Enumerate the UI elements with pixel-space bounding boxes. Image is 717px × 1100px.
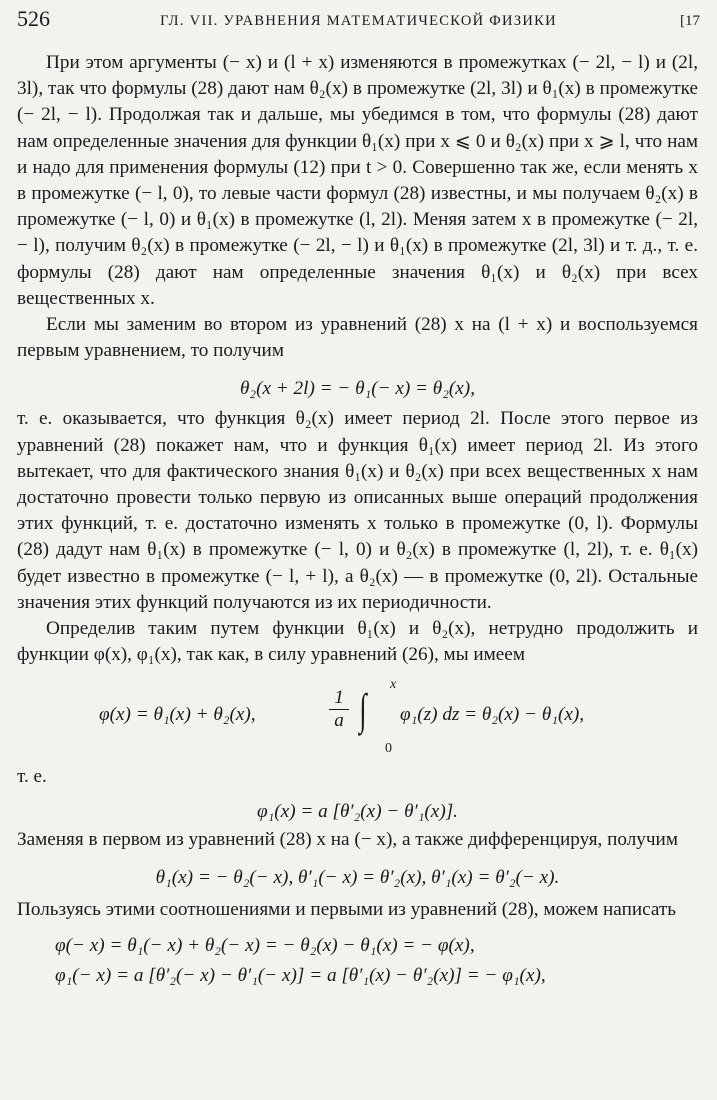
- integral-lower-limit: 0: [385, 741, 392, 757]
- page-body: [17, 50, 698, 991]
- equation-integral-rhs: φ₁(z) dz = θ₂(x) − θ₁(x),: [400, 704, 585, 726]
- fraction-one-over-a: [329, 688, 349, 731]
- running-title: ГЛ. VII. УРАВНЕНИЯ МАТЕМАТИЧЕСКОЙ ФИЗИКИ: [160, 13, 557, 29]
- equation-phi-odd: φ(− x) = θ₁(− x) + θ₂(− x) = − θ₂(x) − θ₁(x) = − φ(x),: [55, 935, 475, 957]
- page-number: 526: [17, 6, 50, 31]
- integral-sign-icon: ∫: [359, 685, 367, 735]
- section-number: [17: [680, 13, 700, 29]
- equation-phi-sum: φ(x) = θ₁(x) + θ₂(x),: [99, 704, 256, 726]
- equation-odd-functions: [17, 931, 698, 991]
- paragraph-2: Если мы заменим во втором из уравнений (28) x на (l + x) и воспользуемся первым уравнением, то получим: [17, 314, 698, 362]
- integral-upper-limit: x: [390, 677, 397, 693]
- paragraph-3: т. е. оказывается, что функция θ₂(x) имеет период 2l. После этого первое из уравнений (28) покажет нам, что и функция θ₁(x) имеет период 2l. Из этого вытекает, что для фактического знания θ₁(x) и θ₂(x) при всех вещественных x нам достаточно провести только первую из описанных выше операций продолжения этих функций, т. е. достаточно изменять x только в промежутке (0, l). Формулы (28) дадут нам θ₁(x) в промежутке (− l, 0) и θ₂(x) в промежутке (l, 2l), т. е. θ₁(x) будет известно в промежутке (− l, + l), а θ₂(x) — в промежутке (0, 2l). Остальные значения этих функций получаются из их периодичности.: [17, 408, 698, 613]
- equation-derivatives: θ₁(x) = − θ₂(− x), θ′₁(− x) = θ′₂(x), θ′₁(x) = θ′₂(− x).: [155, 866, 560, 888]
- equation-phi1-odd: φ₁(− x) = a [θ′₂(− x) − θ′₁(− x)] = a [θ′₁(x) − θ′₂(x)] = − φ₁(x),: [55, 965, 546, 987]
- equation-phi1: φ₁(x) = a [θ′₂(x) − θ′₁(x)].: [257, 800, 458, 822]
- fraction-denominator: a: [334, 710, 344, 732]
- page-header: [17, 6, 700, 34]
- fraction-numerator: 1: [334, 687, 344, 709]
- paragraph-1: При этом аргументы (− x) и (l + x) изменяются в промежутках (− 2l, − l) и (2l, 3l), так что формулы (28) дают нам θ₂(x) в промежутке (2l, 3l) и θ₁(x) в промежутке (− 2l, − l). Продолжая так и дальше, мы убедимся в том, что формулы (28) дают нам определенные значения для функции θ₁(x) при x ⩽ 0 и θ₂(x) при x ⩾ l, что нам и надо для применения формулы (12) при t > 0. Совершенно так же, если менять x в промежутке (− l, 0), то левые части формул (28) известны, и мы получаем θ₂(x) в промежутке (− l, 0) и θ₁(x) в промежутке (l, 2l). Меняя затем x в промежутке (− 2l, − l), получим θ₂(x) в промежутке (− 2l, − l) и θ₁(x) в промежутке (2l, 3l) и т. д., т. е. формулы (28) дают нам определенные значения θ₁(x) и θ₂(x) при всех вещественных x.: [17, 52, 698, 309]
- paragraph-7: Пользуясь этими соотношениями и первыми из уравнений (28), можем написать: [17, 898, 677, 920]
- equation-integral: [17, 672, 698, 764]
- paragraph-4: Определив таким путем функции θ₁(x) и θ₂(x), нетрудно продолжить и функции φ(x), φ₁(x), так как, в силу уравнений (26), мы имеем: [17, 618, 698, 666]
- paragraph-6: Заменяя в первом из уравнений (28) x на (− x), а также дифференцируя, получим: [17, 828, 678, 850]
- paragraph-te: т. е.: [17, 766, 47, 788]
- equation-periodicity: θ₂(x + 2l) = − θ₁(− x) = θ₂(x),: [239, 378, 475, 400]
